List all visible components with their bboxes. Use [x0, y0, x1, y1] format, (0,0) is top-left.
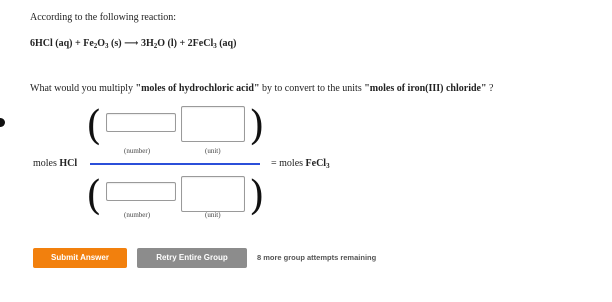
intro-text: According to the following reaction:: [30, 12, 177, 23]
bottom-unit-input[interactable]: [181, 176, 245, 212]
from-units-label: moles HCl: [33, 158, 78, 169]
bottom-number-hint: (number): [124, 211, 151, 219]
bottom-left-paren: (: [86, 173, 102, 219]
retry-group-button[interactable]: Retry Entire Group: [137, 248, 247, 268]
question-text: What would you multiply "moles of hydrochloric acid" by to convert to the units "moles of iron(III) chloride" ?: [30, 83, 494, 94]
bottom-right-paren: ): [249, 173, 265, 219]
reaction-equation: 6HCl $(aq) + Fe_2O_3$ (s) ⟶ $3H_2O$ (l) + 2FeCl$_3$ (aq): [30, 38, 237, 50]
top-left-paren: (: [86, 103, 102, 149]
attempts-remaining-text: 8 more group attempts remaining: [257, 253, 377, 262]
to-units-label: = moles FeCl$_3$: [271, 158, 330, 170]
submit-answer-button[interactable]: Submit Answer: [33, 248, 127, 268]
top-number-input[interactable]: [106, 113, 176, 132]
bottom-number-input[interactable]: [106, 182, 176, 201]
left-edge-marker: [0, 118, 5, 127]
fraction-divider: [90, 163, 260, 165]
top-number-hint: (number): [124, 147, 151, 155]
top-right-paren: ): [249, 103, 265, 149]
bottom-unit-hint: (unit): [205, 211, 221, 219]
top-unit-hint: (unit): [205, 147, 221, 155]
top-unit-input[interactable]: [181, 106, 245, 142]
